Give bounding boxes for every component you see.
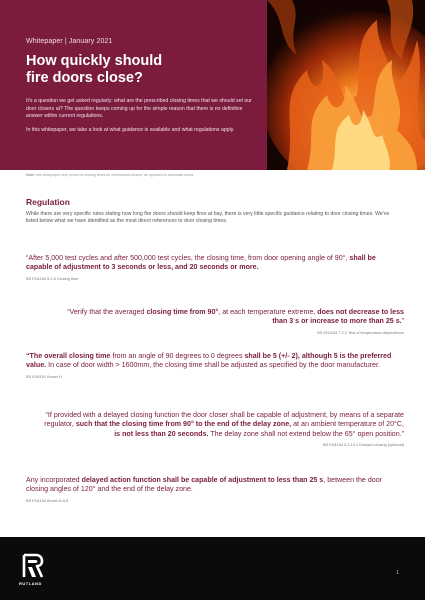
scope-note: [26, 173, 406, 177]
footer: [0, 537, 425, 600]
title-line-1: How quickly should: [26, 53, 163, 69]
quote-text-part: at an ambient temperature of 20°C,: [291, 420, 404, 429]
regulation-intro: While there are very specific rules stating how long fire doors should keep fires at bay, there is very little specific guidance relating to door closing times. We've listed below what we have identified as the most direct references to door closing times.: [26, 211, 390, 225]
quote-text: [26, 476, 404, 495]
quote-text-part: Any incorporated: [26, 476, 82, 484]
page-title: [26, 53, 258, 86]
title-line-2: fire doors close?: [26, 69, 143, 86]
quote-closing-time: [26, 254, 404, 282]
quote-emphasis: delayed action function shall be capable of adjustment to less than 25 s: [81, 476, 324, 484]
quote-text-part: , at each temperature extreme,: [218, 308, 318, 316]
header-banner: [0, 0, 425, 170]
quote-text: [60, 308, 404, 327]
note-label: Note:: [26, 173, 36, 177]
header-text: [26, 38, 258, 134]
fire-illustration: [267, 0, 425, 170]
quote-temperature-dependence: [60, 308, 404, 336]
intro-text: [26, 98, 258, 134]
quote-text-part: , between the door closing angles of 120° and the end of the delay zone.: [26, 476, 383, 494]
quote-text: [40, 411, 404, 439]
brand-name: RUTLAND: [19, 581, 42, 586]
quote-emphasis: is not less than 20 seconds.: [114, 429, 209, 438]
intro-paragraph-2: In this whitepaper, we take a look at what guidance is available and what regulations apply.: [26, 126, 235, 133]
quote-citation: BS EN1154 5.2.6 Closing time: [26, 275, 79, 281]
quote-text-part: ”: [401, 317, 404, 326]
quote-emphasis: shall be 5 (+/- 2), although 5 is the preferred value.: [26, 352, 392, 370]
quote-text-part: “Verify that the averaged: [67, 308, 147, 316]
quote-citation: BS EN1154 7.2.2 Test of temperature dependence: [317, 329, 404, 335]
quote-emphasis: such that the closing time from 90° to the end of the delay zone,: [75, 420, 292, 429]
quote-text-part: “After 5,000 test cycles and after 500,000 test cycles, the closing time, from door opening angle of 90°,: [26, 254, 350, 262]
document-kicker: Whitepaper | January 2021: [26, 38, 113, 45]
quote-text-part: from an angle of 90 degrees to 0 degrees: [110, 352, 245, 360]
quote-text-part: The delay zone shall not extend below the 65° open position.”: [208, 429, 404, 438]
quote-text-part: In case of door width > 1600mm, the closing time shall be adjusted as specified by the door manufacturer.: [46, 361, 380, 370]
quote-emphasis: shall be capable of adjustment to 3 seconds or less, and 20 seconds or more.: [26, 254, 376, 272]
quote-delayed-closing: [40, 411, 404, 448]
quote-overall-closing-time: [26, 352, 404, 380]
page-number: 1: [396, 570, 399, 576]
quote-delayed-action: [26, 476, 404, 504]
quote-citation: BS EN1154 Annex A.A.5: [26, 497, 69, 503]
quote-citation: BS EN1154 5.2.14.1 Delayed closing (optional): [322, 441, 404, 447]
regulation-heading: Regulation: [26, 197, 70, 207]
quote-emphasis: does not decrease to less than 3 s or increase to more than 25 s.: [272, 308, 404, 326]
note-text: this whitepaper only concerns closing times for mechanical closers, as opposed to automatic doors.: [35, 173, 195, 177]
quote-text: [26, 352, 404, 371]
quote-text: [26, 254, 404, 273]
quote-emphasis: “The overall closing time: [26, 352, 111, 360]
quote-text-part: “If provided with a delayed closing function the door closer shall be capable of adjustment, by means of a separate regulator,: [44, 411, 404, 429]
quote-emphasis: closing time from 90°: [146, 308, 219, 316]
quote-citation: BS EN1191 Annex H: [26, 373, 62, 379]
rutland-logo-icon: [22, 553, 44, 579]
fire-image: [267, 0, 425, 170]
intro-paragraph-1: It's a question we get asked regularly: what are the prescribed closing times that we should set our door closers at? The question keeps coming up for the simple reason that there is no definitive answer within current regulations.: [26, 98, 252, 120]
